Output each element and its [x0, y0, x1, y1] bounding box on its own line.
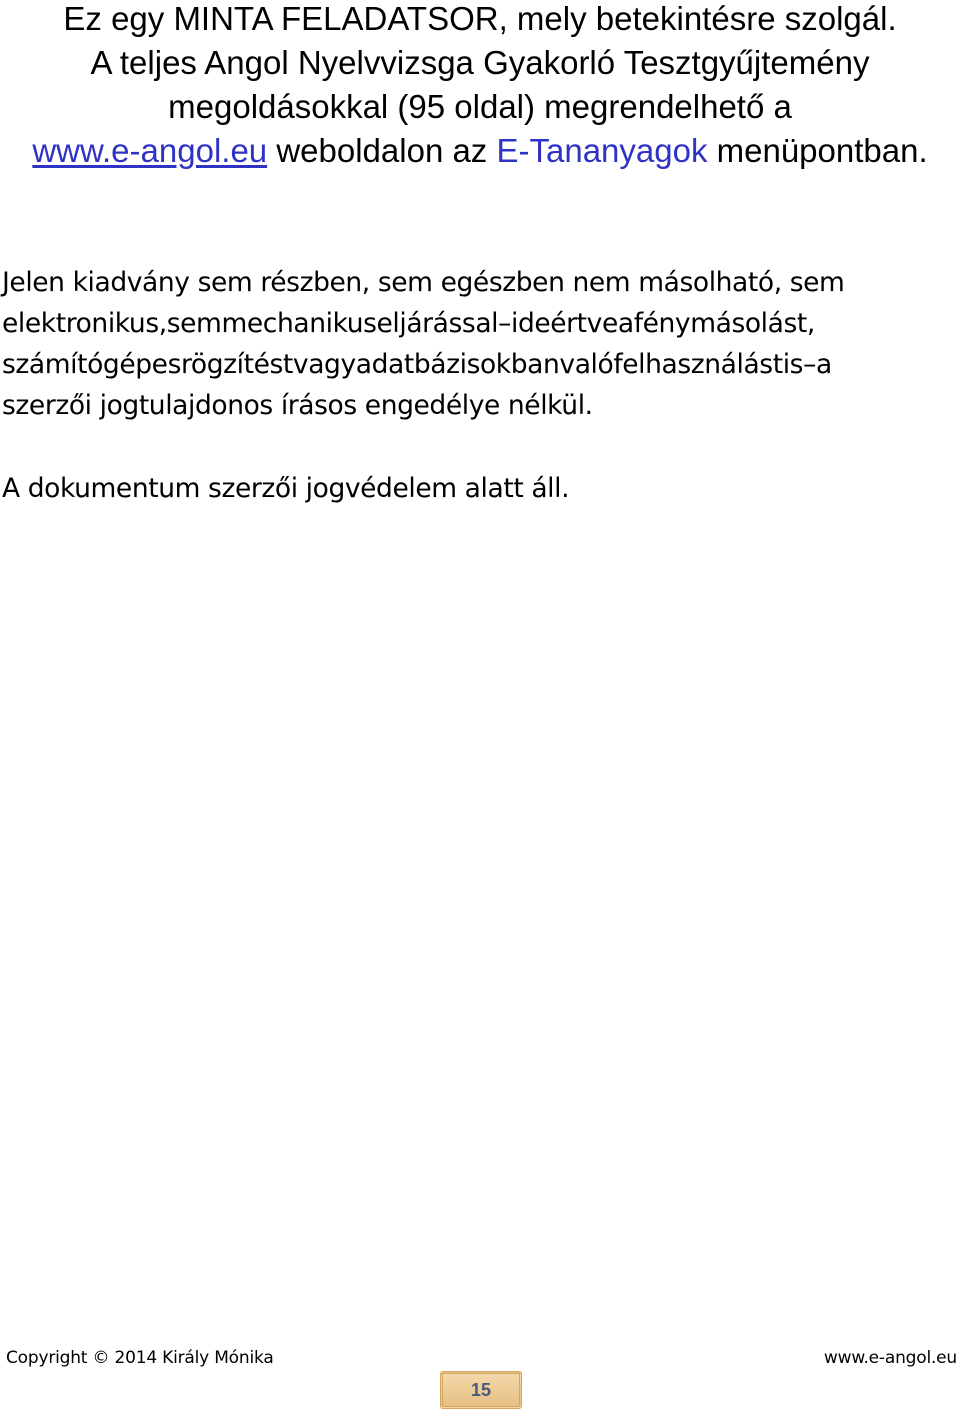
sample-notice [0, 0, 960, 173]
e-tananyagok-link[interactable]: E-Tananyagok [496, 132, 708, 169]
word: fénymásolást, [633, 308, 815, 339]
word: adatbázisokban [355, 349, 560, 380]
word: rögzítést [181, 349, 293, 380]
notice-line-4 [0, 129, 960, 173]
footer-website: www.e-angol.eu [823, 1348, 957, 1368]
word: felhasználást [613, 349, 783, 380]
word: számítógépes [2, 349, 181, 380]
copyright-statement: A dokumentum szerzői jogvédelem alatt áll. [2, 473, 570, 504]
word: is [782, 349, 804, 380]
notice-line-2: A teljes Angol Nyelvvizsga Gyakorló Tesztgyűjtemény [90, 44, 870, 81]
word: a [617, 308, 634, 339]
word: sem [166, 308, 222, 339]
word: vagy [292, 349, 356, 380]
disclaimer-line-4: szerzői jogtulajdonos írásos engedélye nélkül. [2, 390, 593, 421]
disclaimer-line-2 [2, 303, 952, 344]
page-footer [0, 1343, 960, 1373]
notice-end-text: menüpontban. [707, 132, 928, 169]
copyright-disclaimer [2, 262, 952, 426]
word: való [559, 349, 614, 380]
website-link[interactable]: www.e-angol.eu [32, 132, 268, 169]
page-number-badge: 15 [440, 1371, 522, 1409]
notice-line-3: megoldásokkal (95 oldal) megrendelhető a [168, 88, 792, 125]
disclaimer-line-3 [2, 344, 952, 385]
footer-copyright: Copyright © 2014 Király Mónika [6, 1348, 274, 1368]
word: a [815, 349, 832, 380]
notice-mid-text: weboldalon az [267, 132, 497, 169]
word: ideértve [510, 308, 618, 339]
word: elektronikus, [2, 308, 167, 339]
disclaimer-line-1: Jelen kiadvány sem részben, sem egészben nem másolható, sem [2, 267, 845, 298]
word: mechanikus [221, 308, 377, 339]
word: eljárással [376, 308, 499, 339]
notice-line-1: Ez egy MINTA FELADATSOR, mely betekintésre szolgál. [63, 0, 897, 37]
word: – [498, 308, 511, 339]
word: – [803, 349, 816, 380]
